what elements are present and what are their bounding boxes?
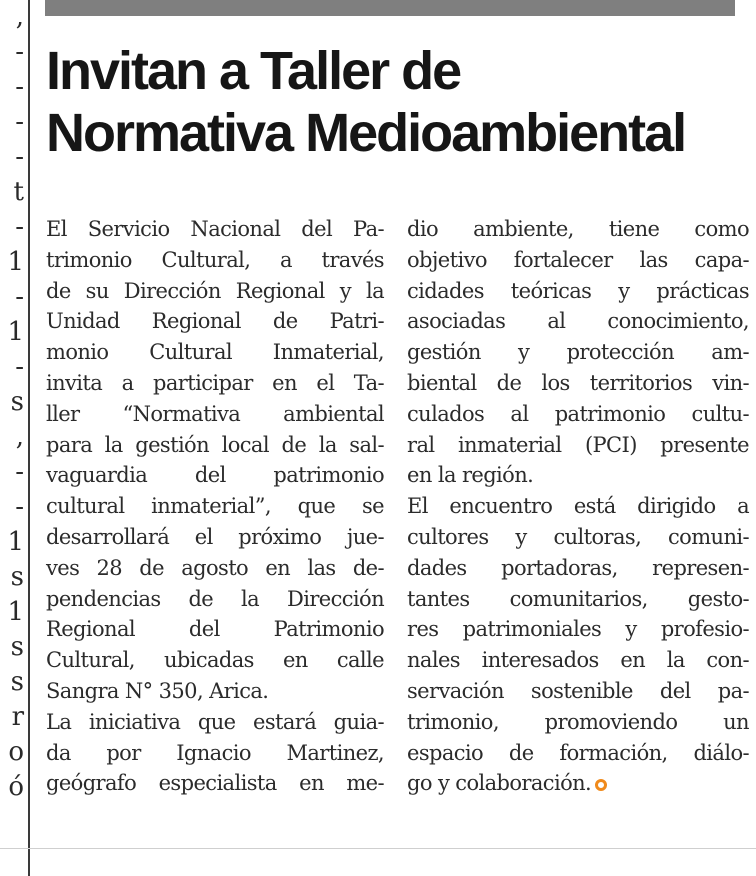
- article-text-line: [46, 337, 384, 368]
- adjacent-column-fragment: 1: [7, 317, 24, 347]
- article-text: ves 28 de agosto en las de-: [46, 555, 384, 580]
- article-text-line: [407, 645, 749, 676]
- section-top-bar: [45, 0, 735, 16]
- article-text-line: [46, 768, 384, 799]
- article-text: objetivo fortalecer las capa-: [407, 247, 749, 272]
- adjacent-column-fragment: -: [15, 37, 24, 67]
- article-text-line: [46, 522, 384, 553]
- adjacent-column-fragment: -: [15, 142, 24, 172]
- adjacent-column-fragment: 1: [7, 247, 24, 277]
- adjacent-column-fragment: t: [13, 177, 24, 207]
- article-column-1: [46, 214, 384, 799]
- article-text-line: [407, 522, 749, 553]
- article-text-line: [46, 738, 384, 769]
- article-text-line: [46, 553, 384, 584]
- article-text-line: [46, 645, 384, 676]
- article-text-line: [407, 337, 749, 368]
- article-text-line: [46, 676, 384, 707]
- article-text-line: [46, 276, 384, 307]
- article-text: cidades teóricas y prácticas: [407, 278, 749, 303]
- adjacent-column-fragment: s: [10, 562, 24, 592]
- article-text-line: [407, 460, 749, 491]
- adjacent-column-fragment: -: [15, 492, 24, 522]
- article-headline: [46, 40, 746, 164]
- adjacent-column-fragment: 1: [7, 527, 24, 557]
- headline-line-1: Invitan a Taller de: [46, 41, 461, 101]
- article-text-line: [46, 584, 384, 615]
- article-text: ller “Normativa ambiental: [46, 401, 384, 426]
- article-text-line: [407, 584, 749, 615]
- adjacent-column-fragment: -: [15, 282, 24, 312]
- adjacent-column-fragment: s: [10, 667, 24, 697]
- headline-line-2: Normativa Medioambiental: [46, 103, 686, 163]
- article-text-line: [407, 491, 749, 522]
- article-text: culados al patrimonio cultu-: [407, 401, 749, 426]
- adjacent-column-fragment: s: [10, 387, 24, 417]
- article-text: cultores y cultoras, comuni-: [407, 524, 749, 549]
- column-divider: [28, 0, 30, 876]
- article-text-line: [46, 430, 384, 461]
- adjacent-column-fragment: r: [11, 702, 24, 732]
- adjacent-column-fragment: ,: [15, 422, 24, 452]
- article-text: Sangra N° 350, Arica.: [46, 678, 269, 703]
- article-text-line: [46, 491, 384, 522]
- article-text: monio Cultural Inmaterial,: [46, 340, 384, 365]
- article-text: Cultural, ubicadas en calle: [46, 648, 384, 673]
- article-text-line: [46, 460, 384, 491]
- end-of-article-icon: [595, 779, 607, 791]
- article-text: servación sostenible del pa-: [407, 678, 749, 703]
- article-text: de su Dirección Regional y la: [46, 278, 384, 303]
- article-text: Unidad Regional de Patri-: [46, 309, 384, 334]
- adjacent-column-fragment: ó: [8, 772, 24, 802]
- adjacent-column-fragment: ,: [15, 2, 24, 32]
- article-text-line: [407, 368, 749, 399]
- adjacent-column-fragment: -: [15, 107, 24, 137]
- article-text: vaguardia del patrimonio: [46, 463, 384, 488]
- article-text-line: [46, 306, 384, 337]
- article-text-line: [407, 676, 749, 707]
- article-text-line: [407, 738, 749, 769]
- article-text: dades portadoras, represen-: [407, 555, 749, 580]
- article-text: trimonio Cultural, a través: [46, 247, 384, 272]
- article-text: pendencias de la Dirección: [46, 586, 384, 611]
- page-bottom-edge: [0, 848, 756, 849]
- article-text: gestión y protección am-: [407, 340, 749, 365]
- article-text-line: [407, 245, 749, 276]
- article-text: go y colaboración.: [407, 771, 592, 796]
- article-text: asociadas al conocimiento,: [407, 309, 749, 334]
- adjacent-column-fragment: -: [15, 212, 24, 242]
- article-text-line: [407, 614, 749, 645]
- article-text: trimonio, promoviendo un: [407, 709, 749, 734]
- article-text-line: [407, 276, 749, 307]
- adjacent-column-fragments: [0, 0, 26, 876]
- article-column-2: [407, 214, 749, 799]
- adjacent-column-fragment: o: [8, 737, 24, 767]
- article-text-line: [407, 306, 749, 337]
- article-text-line: [46, 614, 384, 645]
- adjacent-column-fragment: -: [15, 352, 24, 382]
- article-text-line: [407, 553, 749, 584]
- article-text: para la gestión local de la sal-: [46, 432, 384, 457]
- article-text: invita a participar en el Ta-: [46, 370, 384, 395]
- adjacent-column-fragment: 1: [7, 597, 24, 627]
- article-text: desarrollará el próximo jue-: [46, 524, 384, 549]
- article-text: da por Ignacio Martinez,: [46, 740, 384, 765]
- adjacent-column-fragment: s: [10, 632, 24, 662]
- adjacent-column-fragment: -: [15, 72, 24, 102]
- article-text-line: [46, 368, 384, 399]
- article-text: geógrafo especialista en me-: [46, 771, 384, 796]
- article-text-line: [46, 707, 384, 738]
- article-text-line: [46, 399, 384, 430]
- article-text: tantes comunitarios, gesto-: [407, 586, 749, 611]
- article-text: en la región.: [407, 463, 534, 488]
- article-text-line: [407, 707, 749, 738]
- article-text-line: [407, 768, 749, 799]
- article-text: El Servicio Nacional del Pa-: [46, 217, 384, 241]
- article-text: res patrimoniales y profesio-: [407, 617, 749, 642]
- article-text: Regional del Patrimonio: [46, 617, 384, 642]
- article-text: La iniciativa que estará guia-: [46, 709, 384, 734]
- article-text: ral inmaterial (PCI) presente: [407, 432, 749, 457]
- article-text: dio ambiente, tiene como: [407, 217, 749, 241]
- adjacent-column-fragment: -: [15, 457, 24, 487]
- article-text: cultural inmaterial”, que se: [46, 494, 384, 519]
- article-text-line: [46, 245, 384, 276]
- article-text: espacio de formación, diálo-: [407, 740, 749, 765]
- article-text-line: [407, 214, 749, 245]
- article-text: biental de los territorios vin-: [407, 370, 749, 395]
- article-text: El encuentro está dirigido a: [407, 494, 749, 519]
- article-text-line: [46, 214, 384, 245]
- article-text: nales interesados en la con-: [407, 648, 749, 673]
- article-text-line: [407, 430, 749, 461]
- article-text-line: [407, 399, 749, 430]
